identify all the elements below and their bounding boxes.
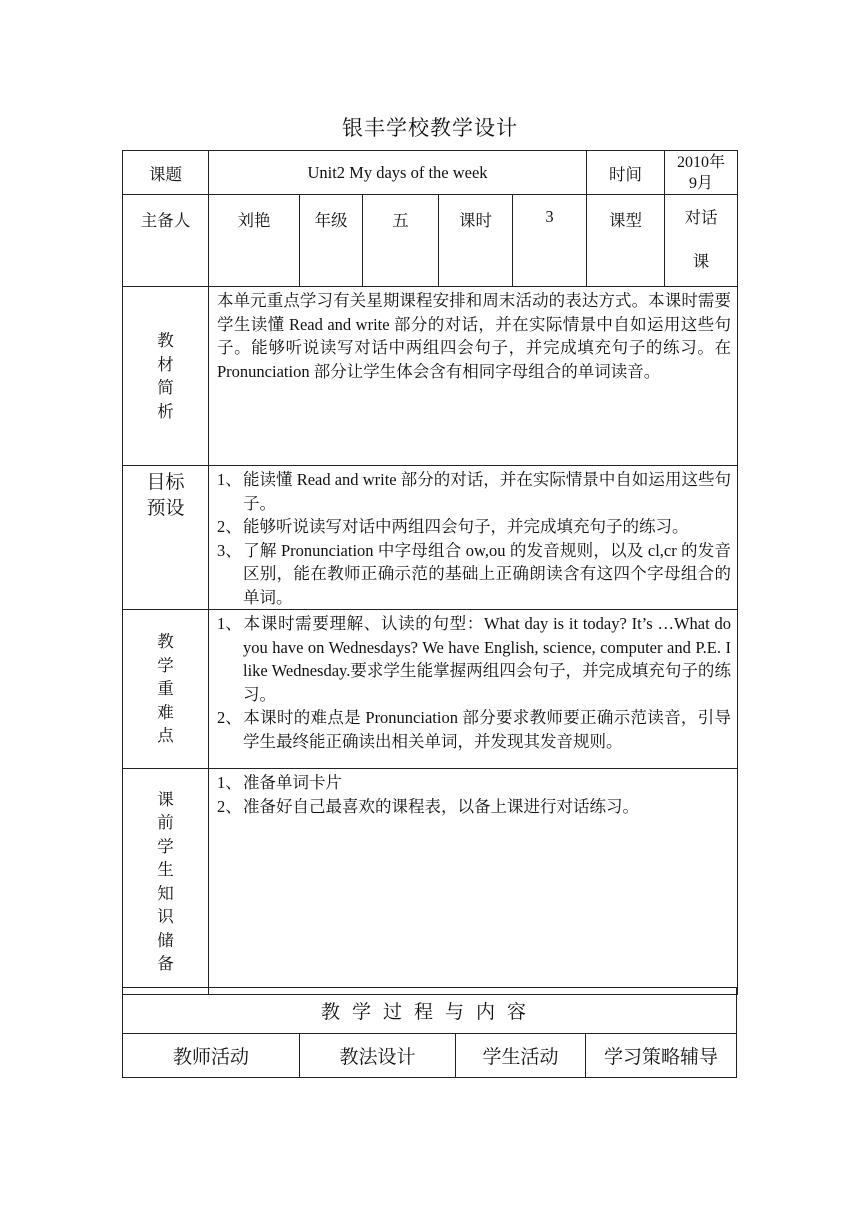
item-text: 准备好自己最喜欢的课程表，以备上课进行对话练习。 (243, 796, 639, 816)
grade-label: 年级 (300, 195, 363, 287)
prior-knowledge-label (123, 769, 209, 995)
item-text: 能读懂 Read and write 部分的对话，并在实际情景中自如运用这些句子。 (243, 470, 731, 513)
item-number: 1、 (217, 773, 242, 792)
label-char: 简 (157, 378, 174, 397)
goals-label (123, 466, 209, 610)
column-header-strategy-guidance: 学习策略辅导 (586, 1034, 737, 1078)
list-item (217, 515, 731, 539)
list-item (217, 795, 731, 819)
item-number: 1、 (217, 470, 242, 489)
goals-list (209, 466, 737, 609)
list-item (217, 771, 731, 795)
process-title: 教学过程与内容 (123, 988, 737, 1034)
material-text: 本单元重点学习有关星期课程安排和周末活动的表达方式。本课时需要学生读懂 Read and write 部分的对话，并在实际情景中自如运用这些句子。能够听说读写对话中两组四会句子，并完成填充句子的练习。在 Pronunciation 部分让学生体会含有相同字母组合的单词读音。 (209, 287, 738, 466)
topic-label: 课题 (123, 151, 209, 195)
goals-label-line1: 目标 (146, 472, 185, 493)
label-char: 教 (157, 331, 174, 350)
list-item (217, 706, 731, 753)
type-label: 课型 (587, 195, 665, 287)
column-header-teacher-activity: 教师活动 (123, 1034, 300, 1078)
material-row (123, 287, 738, 466)
type-value (665, 195, 738, 287)
label-char: 识 (157, 907, 174, 926)
label-char: 析 (157, 401, 174, 421)
item-text: 能够听说读写对话中两组四会句子，并完成填充句子的练习。 (243, 517, 689, 536)
key-points-row (123, 610, 738, 769)
prior-knowledge-content (209, 769, 738, 995)
prior-knowledge-list (209, 769, 737, 818)
item-text: 了解 Pronunciation 中字母组合 ow,ou 的发音规则，以及 cl,cr 的发音区别，能在教师正确示范的基础上正确朗读含有这四个字母组合的单词。 (243, 540, 731, 607)
label-char: 生 (157, 860, 174, 879)
label-char: 学 (157, 836, 174, 856)
label-char: 教 (157, 632, 174, 652)
goals-label-line2: 预设 (146, 498, 185, 519)
lesson-plan-table (122, 150, 738, 995)
label-char: 储 (157, 930, 174, 950)
prior-knowledge-row (123, 769, 738, 995)
item-text: 本课时的难点是 Pronunciation 部分要求教师要正确示范读音，引导学生最终能正确读出相关单词，并发现其发音规则。 (243, 708, 731, 751)
preparer-label: 主备人 (123, 195, 209, 287)
label-char: 前 (157, 813, 174, 832)
label-char: 备 (157, 954, 174, 973)
item-number: 2、 (217, 796, 242, 816)
label-char: 点 (157, 726, 174, 746)
time-value (665, 151, 738, 195)
label-char: 重 (157, 679, 174, 699)
time-value-month: 9月 (688, 174, 713, 192)
goals-row (123, 466, 738, 610)
goals-content (209, 466, 738, 610)
page-title: 银丰学校教学设计 (342, 116, 518, 140)
period-value: 3 (513, 195, 587, 287)
type-value-line2: 课 (692, 252, 710, 271)
column-header-student-activity: 学生活动 (456, 1034, 586, 1078)
type-value-line1: 对话 (684, 208, 718, 227)
key-points-label (123, 610, 209, 769)
info-row (123, 195, 738, 287)
time-value-year: 2010年 (676, 153, 725, 171)
item-number: 1、 (217, 614, 242, 633)
list-item (217, 612, 731, 706)
key-points-list (209, 610, 737, 753)
item-number: 3、 (217, 540, 242, 560)
column-header-method-design: 教法设计 (300, 1034, 456, 1078)
key-points-content (209, 610, 738, 769)
preparer-value: 刘艳 (209, 195, 300, 287)
label-char: 难 (157, 702, 174, 722)
period-label: 课时 (439, 195, 513, 287)
label-char: 知 (157, 883, 174, 903)
time-label: 时间 (587, 151, 665, 195)
header-row (123, 151, 738, 195)
item-number: 2、 (217, 517, 242, 536)
list-item (217, 539, 731, 610)
topic-value: Unit2 My days of the week (209, 151, 587, 195)
label-char: 材 (157, 354, 174, 374)
item-number: 2、 (217, 708, 242, 727)
grade-value: 五 (363, 195, 439, 287)
list-item (217, 468, 731, 515)
label-char: 课 (157, 789, 174, 809)
item-text: 准备单词卡片 (243, 773, 342, 792)
label-char: 学 (157, 655, 174, 675)
material-label (123, 287, 209, 466)
item-text: 本课时需要理解、认读的句型：What day is it today? It’s …What do you have on Wednesdays? We have English, science, computer and P.E. I like Wednesday.要求学生能掌握两组四会句子，并完成填充句子的练习。 (243, 614, 731, 704)
process-table (122, 987, 737, 1078)
